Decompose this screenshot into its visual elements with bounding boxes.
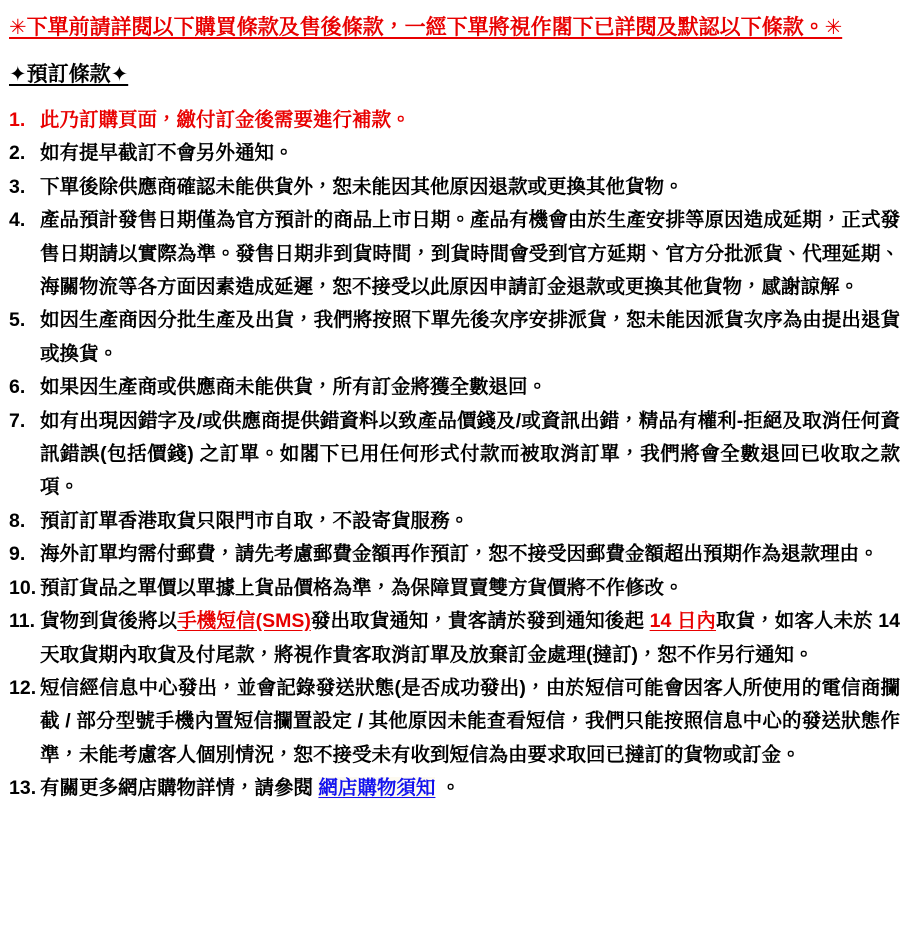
- term-number: 13.: [9, 777, 37, 800]
- term-text-segment: 產品預計發售日期僅為官方預計的商品上市日期。產品有機會由於生產安排等原因造成延期，正式發售日期請以實際為準。發售日期非到貨時間，到貨時間會受到官方延期、官方分批派貨、代理延期、海關物流等各方面因素造成延遲，恕不接受以此原因申請訂金退款或更換其他貨物，感謝諒解。: [40, 209, 900, 299]
- term-item-11: [9, 605, 900, 672]
- shop-guide-link[interactable]: 網店購物須知: [318, 777, 436, 800]
- term-number: 12.: [9, 676, 37, 699]
- term-item-13: [9, 772, 900, 805]
- term-number: 3.: [9, 175, 26, 198]
- term-text-segment: 有關更多網店購物詳情，請參閱: [40, 777, 319, 800]
- term-number: 5.: [9, 309, 26, 332]
- term-text: [40, 672, 900, 772]
- red-highlight-text: 14 日內: [649, 610, 717, 633]
- term-item-10: [9, 572, 900, 605]
- red-highlight-text: 手機短信(SMS): [177, 610, 311, 633]
- term-number: 2.: [9, 142, 26, 165]
- term-text: [40, 572, 900, 605]
- term-item-9: [9, 538, 900, 571]
- term-text-segment: 短信經信息中心發出，並會記錄發送狀態(是否成功發出)，由於短信可能會因客人所使用的電信商攔截 / 部分型號手機內置短信攔置設定 / 其他原因未能查看短信，我們只能按照信息中心的發送狀態作準，未能考慮客人個別情況，恕不接受未有收到短信為由要求取回已撻訂的貨物或訂金。: [40, 676, 900, 766]
- term-number: 6.: [9, 376, 26, 399]
- term-text: [40, 371, 900, 404]
- term-text: [40, 104, 900, 137]
- section-heading: ✦預訂條款✦: [9, 63, 129, 86]
- term-item-7: [9, 405, 900, 505]
- term-item-4: [9, 204, 900, 304]
- term-text-segment: 下單後除供應商確認未能供貨外，恕未能因其他原因退款或更換其他貨物。: [40, 175, 684, 198]
- term-text: [40, 204, 900, 304]
- term-text: [40, 171, 900, 204]
- term-item-8: [9, 505, 900, 538]
- term-number: 7.: [9, 409, 26, 432]
- term-item-5: [9, 304, 900, 371]
- term-number: 1.: [9, 109, 26, 131]
- term-text-segment: 如因生產商因分批生產及出貨，我們將按照下單先後次序安排派貨，恕未能因派貨次序為由提出退貨或換貨。: [40, 309, 900, 365]
- term-text: [40, 605, 900, 672]
- term-item-12: [9, 672, 900, 772]
- term-text-segment: 此乃訂購頁面，繳付訂金後需要進行補款。: [40, 109, 411, 131]
- term-text-segment: 貨物到貨後將以: [40, 610, 178, 633]
- term-text-segment: 預訂訂單香港取貨只限門市自取，不設寄貨服務。: [40, 509, 470, 532]
- term-text: [40, 538, 900, 571]
- term-text: [40, 772, 900, 805]
- term-text-segment: 如果因生產商或供應商未能供貨，所有訂金將獲全數退回。: [40, 376, 548, 399]
- term-text-segment: 。: [435, 777, 461, 800]
- term-number: 11.: [9, 610, 36, 633]
- term-number: 9.: [9, 543, 26, 566]
- term-text-segment: 發出取貨通知，貴客請於發到通知後起: [310, 610, 650, 633]
- term-text-segment: 如有出現因錯字及/或供應商提供錯資料以致產品價錢及/或資訊出錯，精品有權利-拒絕及取消任何資訊錯誤(包括價錢) 之訂單。如閣下已用任何形式付款而被取消訂單，我們將會全數退回已收取之款項。: [40, 409, 900, 499]
- term-item-6: [9, 371, 900, 404]
- term-text: [40, 304, 900, 371]
- terms-list: [9, 104, 900, 806]
- term-text-segment: 如有提早截訂不會另外通知。: [40, 142, 294, 165]
- term-text-segment: 海外訂單均需付郵費，請先考慮郵費金額再作預訂，恕不接受因郵費金額超出預期作為退款理由。: [40, 543, 879, 566]
- term-item-1: [9, 104, 900, 137]
- page-title: ✳下單前請詳閱以下購買條款及售後條款，一經下單將視作閣下已詳閱及默認以下條款。✳: [9, 16, 843, 39]
- term-number: 8.: [9, 509, 26, 532]
- term-number: 4.: [9, 209, 26, 232]
- term-item-3: [9, 171, 900, 204]
- term-text: [40, 405, 900, 505]
- term-item-2: [9, 137, 900, 170]
- term-text: [40, 505, 900, 538]
- term-text-segment: 取貨，如客人未於 14 天取貨期內取貨及付尾款，將視作貴客取消訂單及放棄訂金處理(撻訂)，恕不作另行通知。: [40, 610, 901, 666]
- term-text-segment: 預訂貨品之單價以單據上貨品價格為準，為保障買賣雙方貨價將不作修改。: [40, 576, 684, 599]
- term-number: 10.: [9, 576, 37, 599]
- term-text: [40, 137, 900, 170]
